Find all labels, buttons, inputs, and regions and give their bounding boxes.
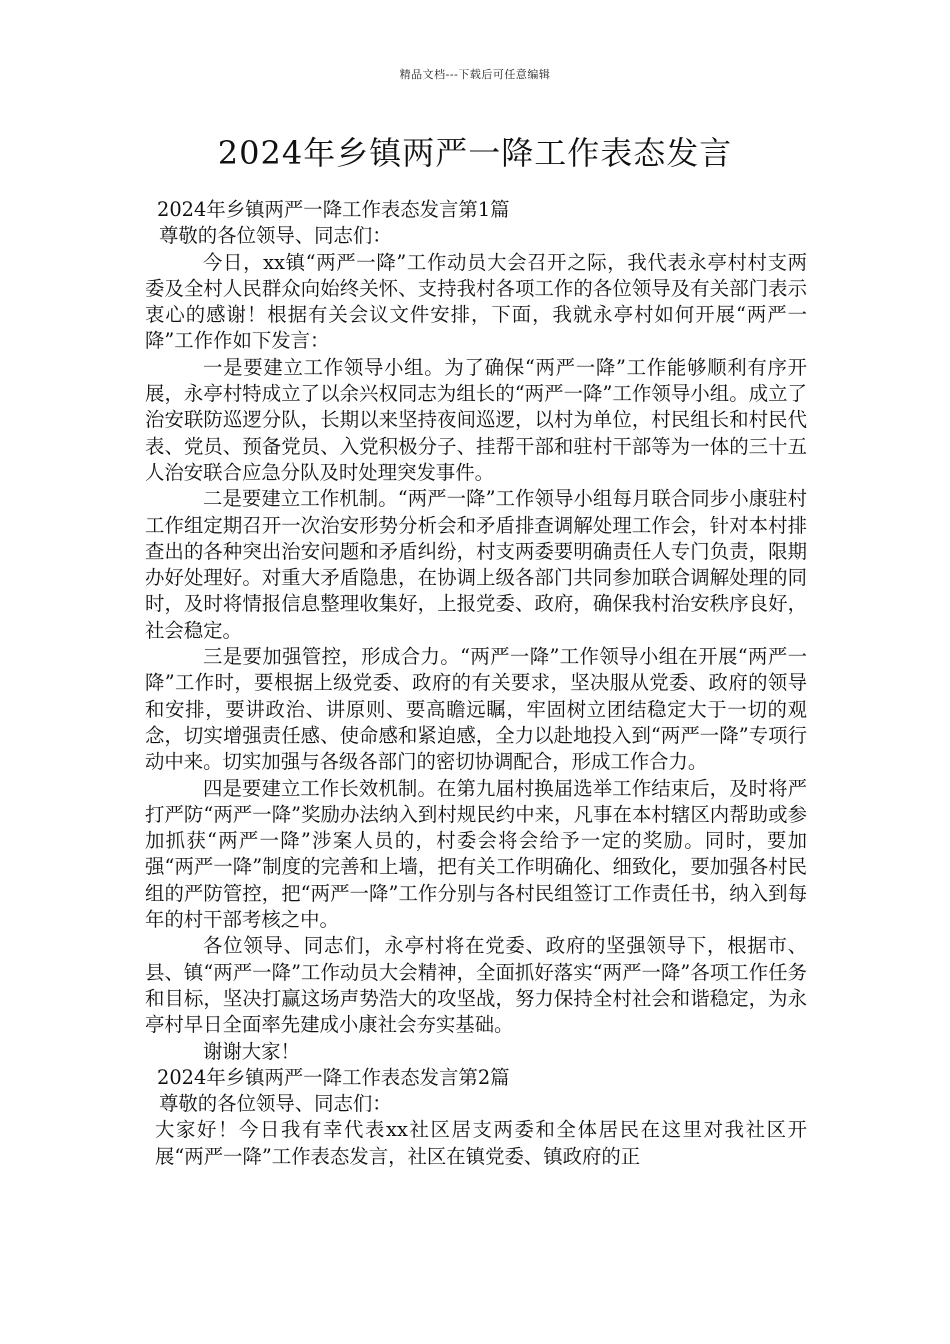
document-title: 2024年乡镇两严一降工作表态发言: [217, 134, 733, 172]
paragraph: 二是要建立工作机制。“两严一降”工作领导小组每月联合同步小康驻村工作组定期召开一次治安形势分析会和矛盾排查调解处理工作会，针对本村排查出的各种突出治安问题和矛盾纠纷，村支两委要明确责任人专门负责，限期办好处理好。对重大矛盾隐患，在协调上级各部门共同参加联合调解处理的同时，及时将情报信息整理收集好，上报党委、政府，确保我村治安秩序良好，社会稳定。: [145, 487, 807, 642]
paragraph: 一是要建立工作领导小组。为了确保“两严一降”工作能够顺利有序开展，永亭村特成立了以余兴权同志为组长的“两严一降”工作领导小组。成立了治安联防巡逻分队，长期以来坚持夜间巡逻，以村为单位，村民组长和村民代表、党员、预备党员、入党积极分子、挂帮干部和驻村干部等为一体的三十五人治安联合应急分队及时处理突发事件。: [145, 355, 807, 484]
section-1-heading: 2024年乡镇两严一降工作表态发言第1篇: [157, 198, 510, 221]
section-1-salutation: 尊敬的各位领导、同志们：: [159, 224, 392, 248]
paragraph: 四是要建立工作长效机制。在第九届村换届选举工作结束后，及时将严打严防“两严一降”奖励办法纳入到村规民约中来，凡事在本村辖区内帮助或参加抓获“两严一降”涉案人员的，村委会将会给予一定的奖励。同时，要加强“两严一降”制度的完善和上墙，把有关工作明确化、细致化，要加强各村民组的严防管控，把“两严一降”工作分别与各村民组签订工作责任书，纳入到每年的村干部考核之中。: [145, 776, 807, 932]
paragraph: 今日，xx镇“两严一降”工作动员大会召开之际，我代表永亭村村支两委及全村人民群众向始终关怀、支持我村各项工作的各位领导及有关部门表示衷心的感谢！根据有关会议文件安排，下面，我就永亭村如何开展“两严一降”工作作如下发言：: [145, 250, 807, 353]
paragraph: 各位领导、同志们，永亭村将在党委、政府的坚强领导下，根据市、县、镇“两严一降”工作动员大会精神，全面抓好落实“两严一降”各项工作任务和目标，坚决打赢这场声势浩大的攻坚战，努力保持全村社会和谐稳定，为永亭村早日全面率先建成小康社会夯实基础。: [145, 934, 807, 1037]
paragraph: 三是要加强管控，形成合力。“两严一降”工作领导小组在开展“两严一降”工作时，要根据上级党委、政府的有关要求，坚决服从党委、政府的领导和安排，要讲政治、讲原则、要高瞻远瞩，牢固树立团结稳定大于一切的观念，切实增强责任感、使命感和紧迫感，全力以赴地投入到“两严一降”专项行动中来。切实加强与各级各部门的密切协调配合，形成工作合力。: [145, 645, 807, 774]
header-note: 精品文档---下载后可任意编辑: [399, 68, 551, 81]
section-2-opening: 大家好！今日我有幸代表xx社区居支两委和全体居民在这里对我社区开展“两严一降”工作表态发言，社区在镇党委、镇政府的正: [155, 1118, 807, 1168]
section-2-salutation: 尊敬的各位领导、同志们：: [159, 1092, 392, 1116]
section-2-heading: 2024年乡镇两严一降工作表态发言第2篇: [157, 1065, 510, 1089]
document-body: [145, 197, 807, 1170]
paragraph-thanks: 谢谢大家！: [203, 1039, 300, 1063]
